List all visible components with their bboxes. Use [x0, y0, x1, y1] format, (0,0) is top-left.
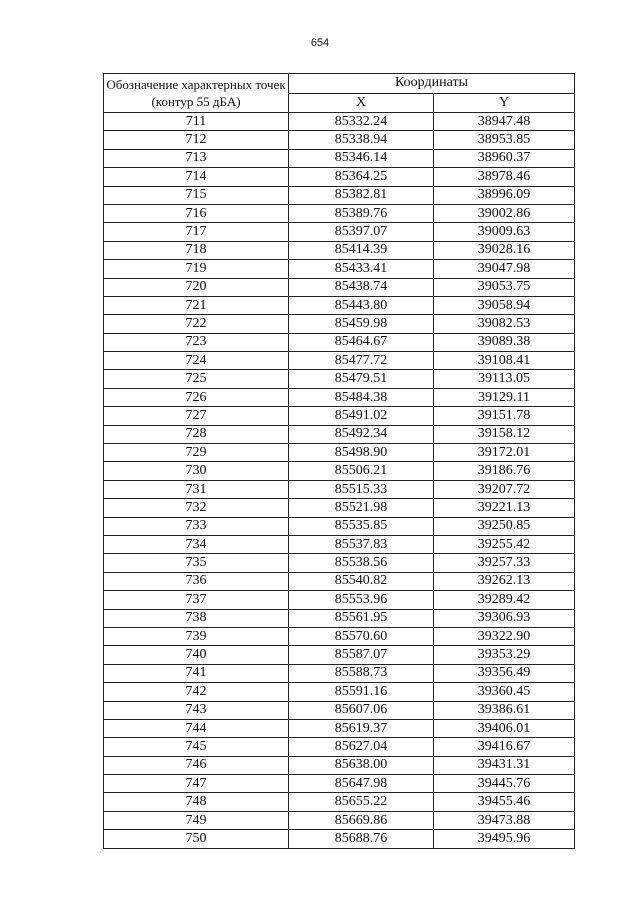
x-cell: 85669.86: [289, 811, 434, 829]
point-id-cell: 718: [104, 241, 289, 259]
x-cell: 85538.56: [289, 554, 434, 572]
table-row: [104, 388, 575, 406]
x-cell: 85382.81: [289, 186, 434, 204]
point-id-cell: 733: [104, 517, 289, 535]
table-body: [104, 113, 575, 849]
point-id-cell: 740: [104, 646, 289, 664]
y-cell: 39445.76: [434, 775, 575, 793]
table-row: [104, 830, 575, 848]
x-cell: 85338.94: [289, 131, 434, 149]
header-y: Y: [434, 93, 575, 113]
x-cell: 85515.33: [289, 480, 434, 498]
x-cell: 85443.80: [289, 296, 434, 314]
x-cell: 85591.16: [289, 683, 434, 701]
point-id-cell: 730: [104, 462, 289, 480]
y-cell: 39053.75: [434, 278, 575, 296]
y-cell: 39207.72: [434, 480, 575, 498]
y-cell: 39058.94: [434, 296, 575, 314]
point-id-cell: 732: [104, 499, 289, 517]
point-id-cell: 734: [104, 535, 289, 553]
table-row: [104, 775, 575, 793]
x-cell: 85438.74: [289, 278, 434, 296]
y-cell: 39386.61: [434, 701, 575, 719]
x-cell: 85587.07: [289, 646, 434, 664]
y-cell: 39406.01: [434, 719, 575, 737]
table-row: [104, 462, 575, 480]
y-cell: 38953.85: [434, 131, 575, 149]
table-row: [104, 627, 575, 645]
x-cell: 85346.14: [289, 149, 434, 167]
x-cell: 85498.90: [289, 444, 434, 462]
table-row: [104, 738, 575, 756]
point-id-cell: 717: [104, 223, 289, 241]
table-row: [104, 591, 575, 609]
point-id-cell: 715: [104, 186, 289, 204]
y-cell: 39306.93: [434, 609, 575, 627]
table-row: [104, 333, 575, 351]
y-cell: 39172.01: [434, 444, 575, 462]
table-header: [104, 74, 575, 113]
x-cell: 85464.67: [289, 333, 434, 351]
x-cell: 85332.24: [289, 113, 434, 131]
x-cell: 85484.38: [289, 388, 434, 406]
table-row: [104, 664, 575, 682]
header-x: X: [289, 93, 434, 113]
point-id-cell: 720: [104, 278, 289, 296]
y-cell: 38978.46: [434, 168, 575, 186]
table-row: [104, 296, 575, 314]
point-id-cell: 746: [104, 756, 289, 774]
x-cell: 85521.98: [289, 499, 434, 517]
table-row: [104, 241, 575, 259]
x-cell: 85638.00: [289, 756, 434, 774]
point-id-cell: 719: [104, 260, 289, 278]
y-cell: 39028.16: [434, 241, 575, 259]
table-row: [104, 444, 575, 462]
point-id-cell: 712: [104, 131, 289, 149]
x-cell: 85688.76: [289, 830, 434, 848]
y-cell: 39151.78: [434, 407, 575, 425]
y-cell: 39186.76: [434, 462, 575, 480]
x-cell: 85540.82: [289, 572, 434, 590]
x-cell: 85627.04: [289, 738, 434, 756]
table-row: [104, 204, 575, 222]
x-cell: 85397.07: [289, 223, 434, 241]
y-cell: 38996.09: [434, 186, 575, 204]
point-id-cell: 714: [104, 168, 289, 186]
x-cell: 85655.22: [289, 793, 434, 811]
table-row: [104, 407, 575, 425]
x-cell: 85364.25: [289, 168, 434, 186]
table-row: [104, 793, 575, 811]
point-id-cell: 727: [104, 407, 289, 425]
y-cell: 39289.42: [434, 591, 575, 609]
point-id-cell: 750: [104, 830, 289, 848]
y-cell: 39455.46: [434, 793, 575, 811]
point-id-cell: 726: [104, 388, 289, 406]
x-cell: 85553.96: [289, 591, 434, 609]
x-cell: 85607.06: [289, 701, 434, 719]
y-cell: 39257.33: [434, 554, 575, 572]
point-id-cell: 716: [104, 204, 289, 222]
y-cell: 39255.42: [434, 535, 575, 553]
point-id-cell: 739: [104, 627, 289, 645]
y-cell: 38960.37: [434, 149, 575, 167]
x-cell: 85477.72: [289, 352, 434, 370]
point-id-cell: 725: [104, 370, 289, 388]
y-cell: 39221.13: [434, 499, 575, 517]
y-cell: 39089.38: [434, 333, 575, 351]
point-id-cell: 743: [104, 701, 289, 719]
table-row: [104, 315, 575, 333]
point-id-cell: 723: [104, 333, 289, 351]
x-cell: 85535.85: [289, 517, 434, 535]
table-row: [104, 517, 575, 535]
point-id-cell: 749: [104, 811, 289, 829]
table-row: [104, 701, 575, 719]
x-cell: 85570.60: [289, 627, 434, 645]
x-cell: 85459.98: [289, 315, 434, 333]
y-cell: 39009.63: [434, 223, 575, 241]
y-cell: 39002.86: [434, 204, 575, 222]
table-row: [104, 535, 575, 553]
table-row: [104, 756, 575, 774]
y-cell: 38947.48: [434, 113, 575, 131]
point-id-cell: 748: [104, 793, 289, 811]
table-row: [104, 278, 575, 296]
point-id-cell: 711: [104, 113, 289, 131]
table-row: [104, 572, 575, 590]
table-row: [104, 260, 575, 278]
table-row: [104, 223, 575, 241]
header-coordinates: Координаты: [289, 74, 575, 94]
y-cell: 39262.13: [434, 572, 575, 590]
table-row: [104, 609, 575, 627]
x-cell: 85561.95: [289, 609, 434, 627]
y-cell: 39356.49: [434, 664, 575, 682]
table-row: [104, 352, 575, 370]
x-cell: 85479.51: [289, 370, 434, 388]
x-cell: 85492.34: [289, 425, 434, 443]
x-cell: 85537.83: [289, 535, 434, 553]
point-id-cell: 738: [104, 609, 289, 627]
y-cell: 39495.96: [434, 830, 575, 848]
header-point-label: Обозначение характерных точек (контур 55 дБА): [104, 74, 289, 113]
coordinates-table: [103, 73, 575, 849]
point-id-cell: 722: [104, 315, 289, 333]
x-cell: 85588.73: [289, 664, 434, 682]
table-row: [104, 499, 575, 517]
table-row: [104, 554, 575, 572]
page-number: 654: [310, 37, 330, 49]
point-id-cell: 741: [104, 664, 289, 682]
y-cell: 39322.90: [434, 627, 575, 645]
x-cell: 85506.21: [289, 462, 434, 480]
table-row: [104, 683, 575, 701]
table-row: [104, 425, 575, 443]
table-row: [104, 131, 575, 149]
table-row: [104, 113, 575, 131]
table-row: [104, 370, 575, 388]
table-row: [104, 168, 575, 186]
y-cell: 39431.31: [434, 756, 575, 774]
point-id-cell: 729: [104, 444, 289, 462]
x-cell: 85647.98: [289, 775, 434, 793]
x-cell: 85389.76: [289, 204, 434, 222]
point-id-cell: 737: [104, 591, 289, 609]
point-id-cell: 747: [104, 775, 289, 793]
x-cell: 85491.02: [289, 407, 434, 425]
table-row: [104, 480, 575, 498]
y-cell: 39113.05: [434, 370, 575, 388]
point-id-cell: 721: [104, 296, 289, 314]
point-id-cell: 735: [104, 554, 289, 572]
table-row: [104, 646, 575, 664]
y-cell: 39353.29: [434, 646, 575, 664]
point-id-cell: 728: [104, 425, 289, 443]
y-cell: 39360.45: [434, 683, 575, 701]
y-cell: 39082.53: [434, 315, 575, 333]
table-row: [104, 811, 575, 829]
x-cell: 85433.41: [289, 260, 434, 278]
point-id-cell: 744: [104, 719, 289, 737]
table-row: [104, 186, 575, 204]
y-cell: 39047.98: [434, 260, 575, 278]
x-cell: 85619.37: [289, 719, 434, 737]
point-id-cell: 731: [104, 480, 289, 498]
x-cell: 85414.39: [289, 241, 434, 259]
point-id-cell: 742: [104, 683, 289, 701]
table-row: [104, 719, 575, 737]
point-id-cell: 745: [104, 738, 289, 756]
y-cell: 39129.11: [434, 388, 575, 406]
point-id-cell: 713: [104, 149, 289, 167]
point-id-cell: 736: [104, 572, 289, 590]
y-cell: 39158.12: [434, 425, 575, 443]
point-id-cell: 724: [104, 352, 289, 370]
table-row: [104, 149, 575, 167]
y-cell: 39473.88: [434, 811, 575, 829]
y-cell: 39416.67: [434, 738, 575, 756]
y-cell: 39108.41: [434, 352, 575, 370]
y-cell: 39250.85: [434, 517, 575, 535]
